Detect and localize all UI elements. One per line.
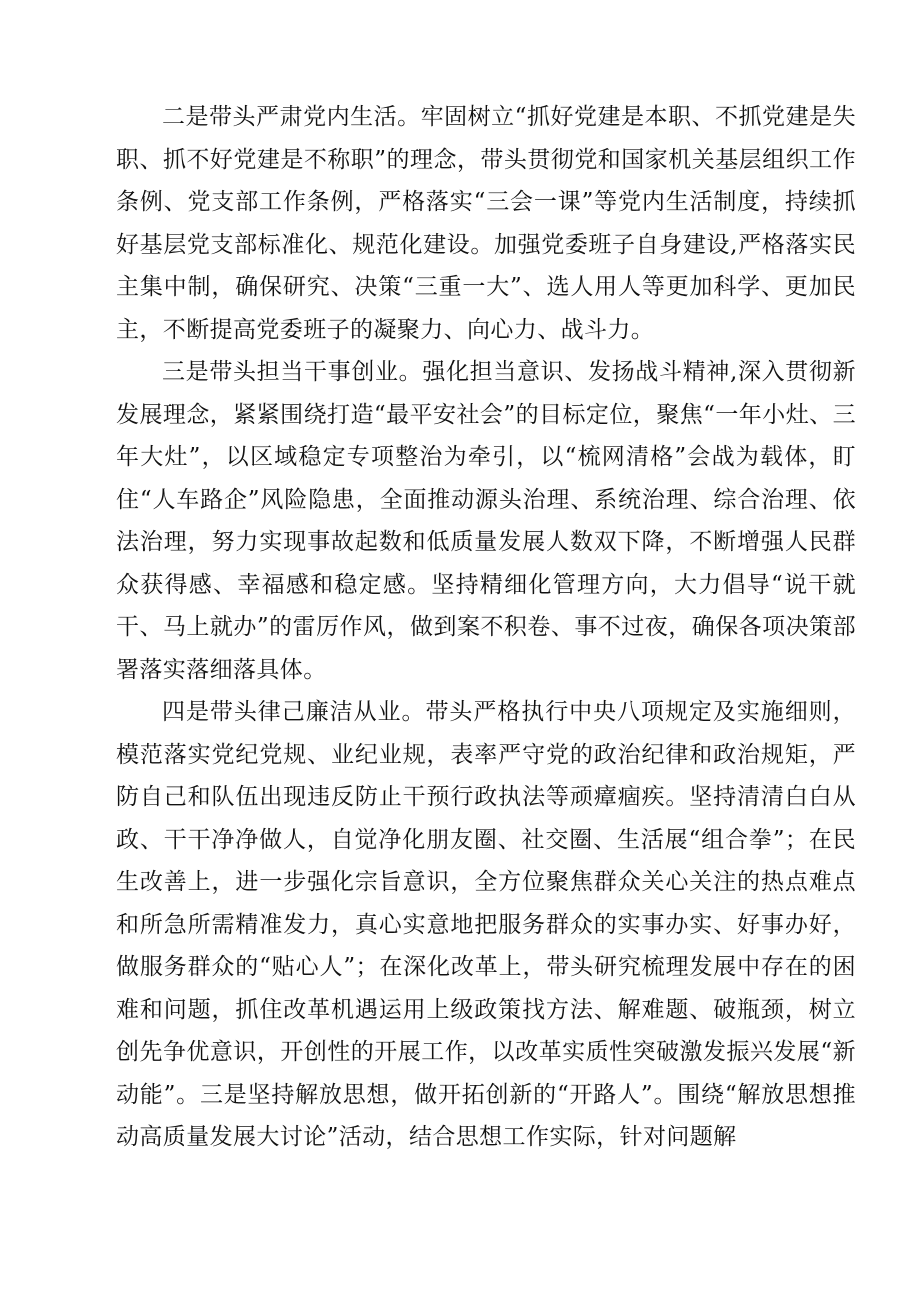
paragraph-integrity: 四是带头律己廉洁从业。带头严格执行中央八项规定及实施细则，模范落实党纪党规、业纪业规，表率严守党的政治纪律和政治规矩，严防自己和队伍出现违反防止干预行政执法等顽瘴痼疾。坚持清清白白从政、干干净净做人，自觉净化朋友圈、社交圈、生活展“组合拳”；在民生改善上，进一步强化宗旨意识，全方位聚焦群众关心关注的热点难点和所急所需精准发力，真心实意地把服务群众的实事办实、好事办好，做服务群众的“贴心人”；在深化改革上，带头研究梳理发展中存在的困难和问题，抓住改革机遇运用上级政策找方法、解难题、破瓶颈，树立创先争优意识，开创性的开展工作，以改革实质性突破激发振兴发展“新动能”。三是坚持解放思想，做开拓创新的“开路人”。围绕“解放思想推动高质量发展大讨论”活动，结合思想工作实际，针对问题解 [116,699,856,1150]
paragraph-take-responsibility: 三是带头担当干事创业。强化担当意识、发扬战斗精神,深入贯彻新发展理念，紧紧围绕打造“最平安社会”的目标定位，聚焦“一年小灶、三年大灶”，以区域稳定专项整治为牵引，以“梳网清格”会战为载体，盯住“人车路企”风险隐患，全面推动源头治理、系统治理、综合治理、依法治理，努力实现事故起数和低质量发展人数双下降，不断增强人民群众获得感、幸福感和稳定感。坚持精细化管理方向，大力倡导“说干就干、马上就办”的雷厉作风，做到案不积卷、事不过夜，确保各项决策部署落实落细落具体。 [116,359,856,683]
paragraph-party-life: 二是带头严肃党内生活。牢固树立“抓好党建是本职、不抓党建是失职、抓不好党建是不称职”的理念，带头贯彻党和国家机关基层组织工作条例、党支部工作条例，严格落实“三会一课”等党内生活制度，持续抓好基层党支部标准化、规范化建设。加强党委班子自身建设,严格落实民主集中制，确保研究、决策“三重一大”、选人用人等更加科学、更加民主，不断提高党委班子的凝聚力、向心力、战斗力。 [116,104,856,343]
document-body [116,96,856,1159]
